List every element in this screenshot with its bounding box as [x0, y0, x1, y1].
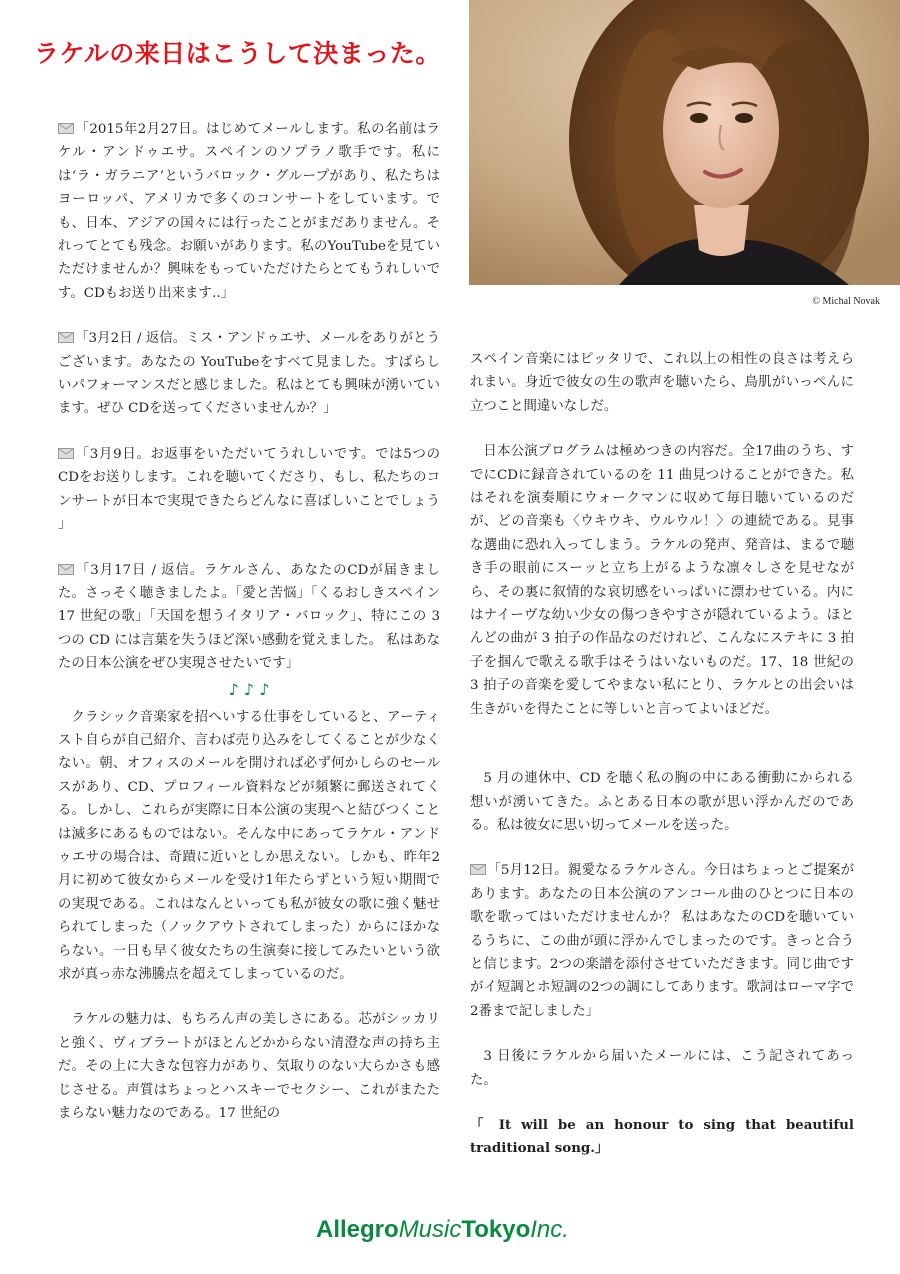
email-paragraph [58, 443, 440, 537]
english-quote: 「 It will be an honour to sing that beautiful traditional song.」 [470, 1116, 854, 1157]
body-paragraph: スペイン音楽にはピッタリで、これ以上の相性の良さは考えられまい。身近で彼女の生の歌声を聴いたら、鳥肌がいっぺんに立つこと間違いなしだ。 [470, 352, 854, 414]
logo-word: Allegro [316, 1216, 399, 1243]
email-paragraph [58, 118, 440, 305]
left-column [58, 118, 440, 1125]
email-text: 「5月12日。親愛なるラケルさん。今日はちょっとご提案があります。あなたの日本公演のアンコール曲のひとつに日本の歌を歌ってはいただけませんか？ 私はあなたのCDを聴いているうちに、この曲が頭に浮かんでしまったのです。きっと合うと信じます。2つの楽譜を添付させていただきます。同じ曲ですがイ短調とホ短調の2つの調にしてあります。歌詞はローマ字で2番まで記しました」 [470, 863, 854, 1019]
email-text: 「2015年2月27日。はじめてメールします。私の名前はラケル・アンドゥエサ。スペインのソプラノ歌手です。私には‘ラ・ガラニア’というバロック・グループがあり、私たちはヨーロッパ、アメリカで多くのコンサートをしています。でも、日本、アジアの国々には行ったことがまだありません。それってとても残念。お願いがあります。私のYouTubeを見ていただけませんか？興味をもっていただけたらとてもうれしいです。CDもお送り出来ます‥」 [58, 122, 440, 301]
body-paragraph: クラシック音楽家を招へいする仕事をしていると、アーティスト自らが自己紹介、言わば売り込みをしてくることが少なくない。朝、オフィスのメールを開ければ必ず何かしらのセールスがあり、CD、プロフィール資料などが頻繁に郵送されてくる。しかし、これらが実際に日本公演の実現へと結びつくことは滅多にあるものではない。そんな中にあってラケル・アンドゥエサの場合は、奇蹟に近いとしか思えない。しかも、昨年2月に初めて彼女からメールを受け1年たらずという短い期間での実現である。これはなんといっても私が彼女の歌に強く魅せられてしまった（ノックアウトされてしまった）からにほかならない。一日も早く彼女たちの生演奏に接してみたいという欲求が真っ赤な沸騰点を超えてしまっているのだ。 [58, 709, 440, 982]
email-paragraph [470, 859, 854, 1023]
envelope-icon [58, 564, 74, 575]
page-title: ラケルの来日はこうして決まった。 [34, 39, 441, 68]
envelope-icon [58, 448, 74, 459]
body-paragraph: 3 日後にラケルから届いたメールには、こう記されてあった。 [470, 1049, 854, 1088]
email-text: 「3月17日 / 返信。ラケルさん、あなたのCDが届きました。さっそく聴きましたよ。「愛と苦悩」「くるおしきスペイン 17 世紀の歌」「天国を想うイタリア・バロック」、特にこの 3 つの CD には言葉を失うほど深い感動を覚えました。 私はあなたの日本公演をぜひ実現させたいです」 [58, 562, 440, 672]
email-paragraph [58, 559, 440, 676]
email-paragraph [58, 327, 440, 421]
logo-word: Tokyo [461, 1216, 531, 1243]
envelope-icon [58, 123, 74, 134]
logo-text [316, 1216, 569, 1243]
logo-word: Music [398, 1216, 462, 1243]
portrait-illustration [469, 0, 900, 285]
email-text: 「3月2日 / 返信。ミス・アンドゥエサ、メールをありがとうございます。あなたの YouTubeをすべて見ました。すばらしいパフォーマンスだと感じました。私はとても興味が湧いています。ぜひ CDを送ってくださいませんか？」 [58, 331, 440, 417]
body-paragraph: 5 月の連休中、CD を聴く私の胸の中にある衝動にかられる想いが湧いてきた。ふとある日本の歌が思い浮かんだのである。私は彼女に思い切ってメールを送った。 [470, 771, 854, 833]
body-paragraph: ラケルの魅力は、もちろん声の美しさにある。芯がシッカリと強く、ヴィブラートがほとんどかからない清澄な声の持ち主だ。その上に大きな包容力があり、気取りのない大らかさも感じさせる。声質はちょっとハスキーでセクシー、これがまたたまらない魅力なのである。17 世紀の [58, 1012, 440, 1122]
photo-credit: © Michal Novak [812, 296, 880, 307]
company-logo [316, 1211, 586, 1245]
right-column [470, 348, 854, 1161]
envelope-icon [58, 332, 74, 343]
music-notes-divider: ♪ ♪ ♪ [228, 679, 270, 699]
email-text: 「3月9日。お返事をいただいてうれしいです。では5つのCDをお送りします。これを聴いてくださり、もし、私たちのコンサートが日本で実現できたらどんなに喜ばしいことでしょう 」 [58, 446, 440, 533]
body-paragraph: 日本公演プログラムは極めつきの内容だ。全17曲のうち、すでにCDに録音されているのを 11 曲見つけることができた。私はそれを演奏順にウォークマンに収めて毎日聴いているのだが、どの音楽も〈ウキウキ、ウルウル！〉の連続である。見事な選曲に恐れ入ってしまう。ラケルの発声、発音は、まるで聴き手の眼前にスーッと立ち上がるような凛々しさを見せながら、その裏に叙情的な哀切感をいっぱいに漂わせている。内にはナイーヴな幼い少女の傷つきやすさが隠れているよう。ほとんどの曲が 3 拍子の作品なのだけれど、こんなにステキに 3 拍子を掴んで歌える歌手はそうはいないものだ。17、18 世紀の 3 拍子の音楽を愛してやまない私にとり、ラケルとの出会いは生きがいを得たことに等しいと言ってよいほどだ。 [470, 444, 854, 717]
envelope-icon [470, 864, 486, 875]
logo-word: Inc. [530, 1216, 569, 1243]
artist-photo [469, 0, 900, 285]
